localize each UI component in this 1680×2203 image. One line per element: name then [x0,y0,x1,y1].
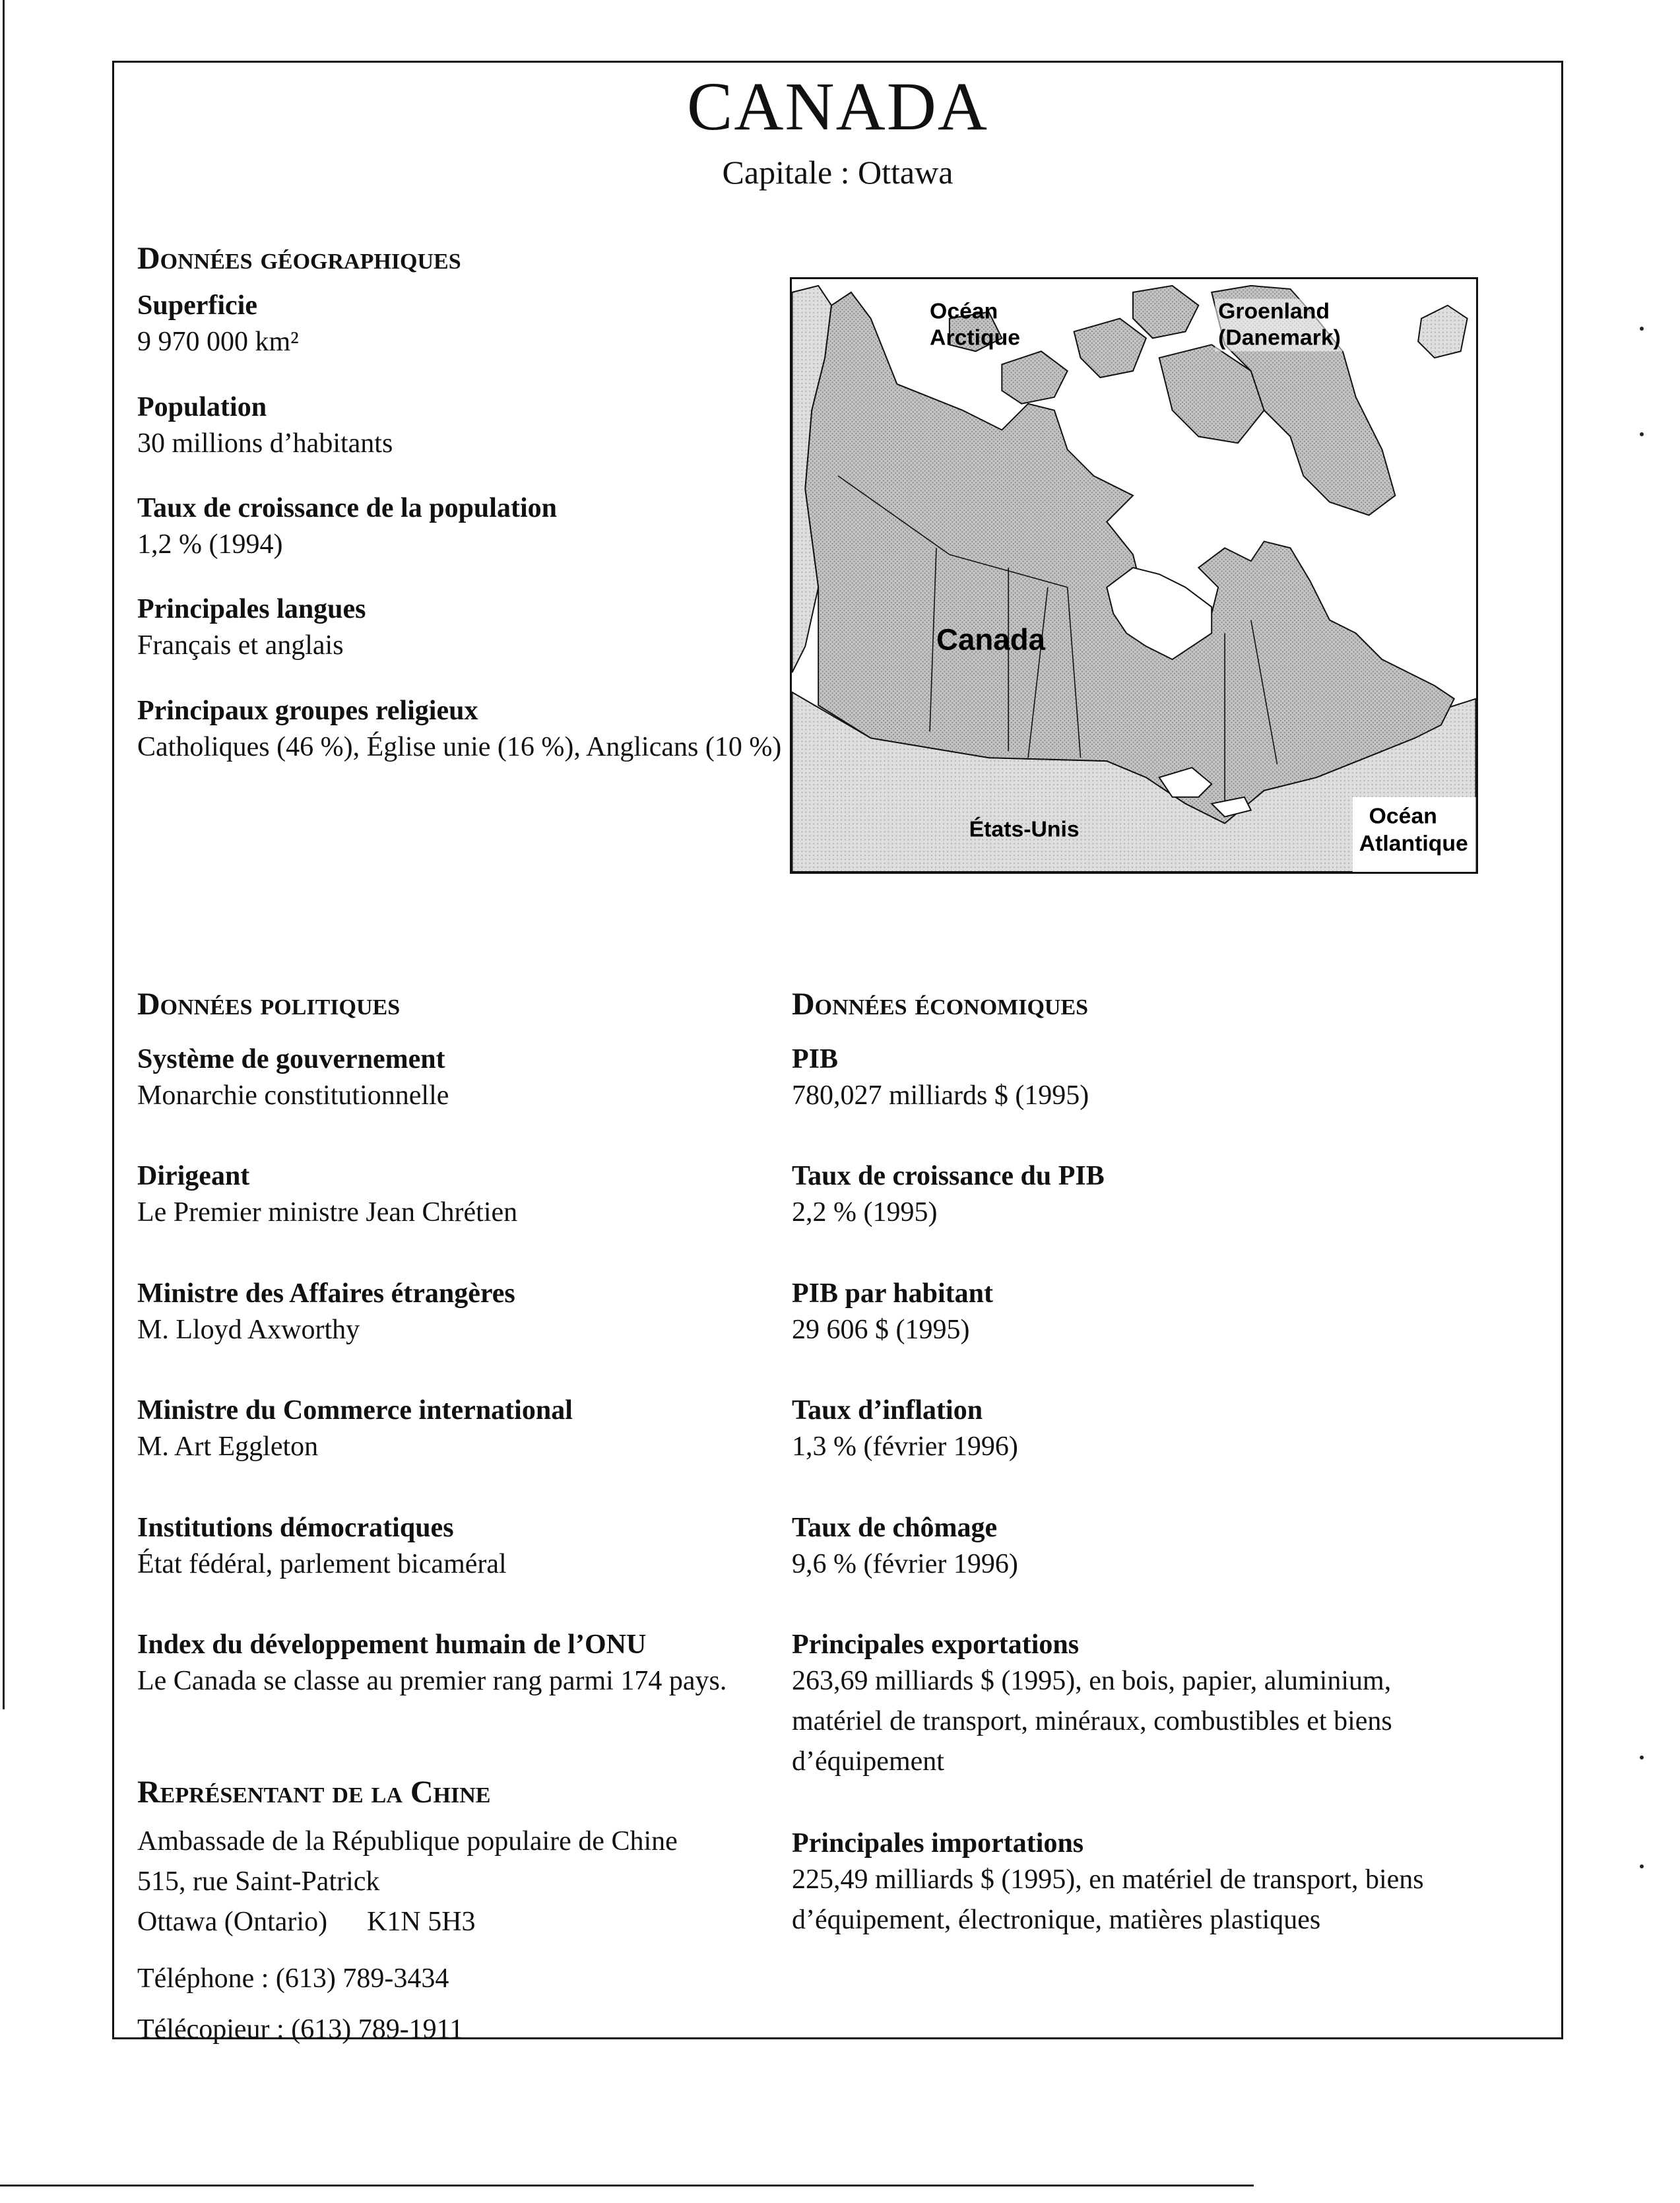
politics-item [137,1511,507,1585]
geo-item-population [137,391,393,464]
map-label-canada: Canada [936,622,1046,657]
page-title: CANADA [687,69,988,145]
politics-label: Index du développement humain de l’ONU [137,1629,647,1660]
politics-value: État fédéral, parlement bicaméral [137,1549,507,1580]
politics-item [137,1394,573,1467]
economy-label: Principales exportations [792,1629,1080,1660]
arctic-island-shape [1133,286,1198,338]
scan-speck [1640,432,1644,436]
geo-value: 30 millions d’habitants [137,428,393,459]
page-bottom-rule [0,2185,1254,2187]
politics-label: Institutions démocratiques [137,1513,454,1543]
geo-label: Principales langues [137,594,366,624]
iceland-shape [1418,306,1468,358]
economy-value: 1,3 % (février 1996) [792,1431,1018,1463]
scan-speck [1640,327,1644,331]
politics-heading: Données politiques [137,987,401,1022]
map-label-ocean-arctic: Océan [930,298,998,324]
rep-address [137,1822,678,1942]
economy-item [792,1628,1438,1782]
politics-label: Ministre des Affaires étrangères [137,1278,515,1309]
geo-label: Taux de croissance de la population [137,493,557,523]
page-subtitle: Capitale : Ottawa [722,154,953,191]
politics-item [137,1628,727,1701]
rep-address-line: 515, rue Saint-Patrick [137,1866,380,1897]
economy-item [792,1043,1089,1116]
rep-city: Ottawa (Ontario) [137,1906,328,1937]
map-label-usa: États-Unis [969,816,1080,842]
economy-item [792,1511,1018,1585]
scan-speck [1640,1756,1644,1759]
politics-label: Système de gouvernement [137,1044,445,1074]
page-edge-rule [3,0,5,1709]
geo-heading: Données géographiques [137,241,461,276]
economy-label: Principales importations [792,1828,1084,1858]
map-label-ocean-atlantic: Atlantique [1359,831,1468,857]
geo-label: Population [137,392,267,422]
geo-label: Superficie [137,290,257,321]
economy-label: Taux de chômage [792,1513,998,1543]
rep-address-line: Ambassade de la République populaire de Chine [137,1826,678,1857]
canada-map [790,277,1478,874]
economy-value: 29 606 $ (1995) [792,1315,970,1346]
politics-label: Ministre du Commerce international [137,1395,573,1426]
map-label-greenland: (Danemark) [1218,325,1341,350]
economy-value: 263,69 milliards $ (1995), en bois, papier, aluminium, matériel de transport, minéraux, combustibles et biens d’équipement [792,1666,1392,1777]
geo-label: Principaux groupes religieux [137,696,478,726]
geo-item-growth [137,492,557,565]
map-label-ocean-arctic: Arctique [930,325,1021,350]
geo-item-religion [137,694,781,768]
economy-item [792,1277,993,1350]
arctic-island-shape [1074,319,1146,378]
economy-label: Taux de croissance du PIB [792,1161,1105,1191]
economy-heading: Données économiques [792,987,1089,1022]
politics-item [137,1277,515,1350]
economy-value: 2,2 % (1995) [792,1197,938,1228]
economy-item [792,1160,1105,1233]
economy-label: PIB par habitant [792,1278,993,1309]
politics-value: M. Lloyd Axworthy [137,1315,360,1346]
politics-value: Le Canada se classe au premier rang parmi 174 pays. [137,1666,727,1697]
arctic-island-shape [1002,351,1067,403]
economy-label: PIB [792,1044,839,1074]
rep-postal-code: K1N 5H3 [367,1906,476,1937]
economy-label: Taux d’inflation [792,1395,983,1426]
politics-value: Le Premier ministre Jean Chrétien [137,1197,518,1228]
economy-value: 9,6 % (février 1996) [792,1549,1018,1580]
rep-address-line [137,1902,678,1942]
politics-label: Dirigeant [137,1161,250,1191]
rep-phone: Téléphone : (613) 789-3434 [137,1963,449,1994]
economy-item [792,1827,1438,1940]
economy-value: 780,027 milliards $ (1995) [792,1080,1089,1111]
politics-item [137,1160,517,1233]
economy-item [792,1394,1018,1467]
politics-item [137,1043,449,1116]
rep-heading: Représentant de la Chine [137,1775,491,1810]
geo-value: 1,2 % (1994) [137,529,283,560]
economy-value: 225,49 milliards $ (1995), en matériel de transport, biens d’équipement, électronique, matières plastiques [792,1864,1424,1936]
geo-item-area [137,289,299,362]
politics-value: Monarchie constitutionnelle [137,1080,449,1111]
scan-speck [1640,1864,1644,1868]
map-label-greenland: Groenland [1218,298,1330,324]
geo-value: 9 970 000 km² [137,327,299,358]
geo-value: Français et anglais [137,630,344,661]
map-label-ocean-atlantic: Océan [1369,803,1437,829]
geo-value: Catholiques (46 %), Église unie (16 %), Anglicans (10 %) [137,732,782,763]
rep-fax: Télécopieur : (613) 789-1911 [137,2014,464,2045]
politics-value: M. Art Eggleton [137,1431,319,1463]
geo-item-languages [137,593,366,666]
